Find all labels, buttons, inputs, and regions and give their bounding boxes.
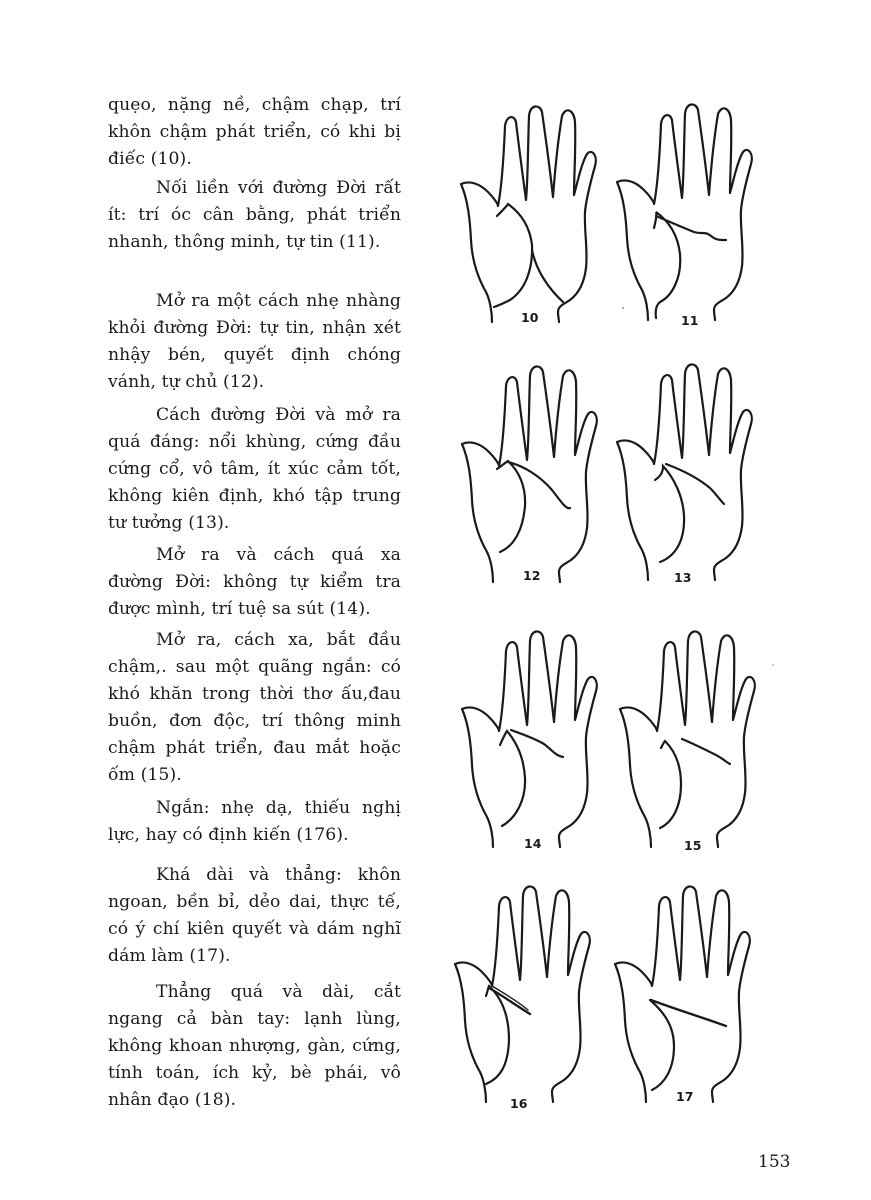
figure-label-10: 10 (521, 310, 539, 325)
figure-label-15: 15 (684, 838, 702, 853)
scan-speck (772, 664, 773, 665)
hand-figure-14 (462, 631, 597, 851)
figure-label-12: 12 (523, 568, 541, 583)
hand-figure-10 (461, 106, 596, 325)
palm-figures (440, 80, 800, 1140)
paragraph-13: Cách đường Đời và mở ra quá đáng: nổi khùng, cứng đầu cứng cổ, vô tâm, ít xúc cảm tốt, không kiên định, khó tập trung tư tưởng (13). (108, 405, 401, 533)
figure-label-17: 17 (676, 1089, 694, 1104)
paragraph-14: Mở ra và cách quá xa đường Đời: không tự kiểm tra được mình, trí tuệ sa sút (14). (108, 545, 401, 619)
paragraph-15: Mở ra, cách xa, bắt đầu chậm,. sau một quãng ngắn: có khó khăn trong thời thơ ấu,đau buồn, đơn độc, trí thông minh chậm phát triển, đau mắt hoặc ốm (15). (108, 630, 401, 785)
figure-label-14: 14 (524, 836, 542, 851)
figure-label-16: 16 (510, 1096, 528, 1111)
paragraph-12: Mở ra một cách nhẹ nhàng khỏi đường Đời: tự tin, nhận xét nhậy bén, quyết định chóng vánh, tự chủ (12). (108, 291, 401, 392)
paragraph-11: Nối liền với đường Đời rất ít: trí óc cân bằng, phát triển nhanh, thông minh, tự tin (11). (108, 178, 401, 252)
paragraph-176: Ngắn: nhẹ dạ, thiếu nghị lực, hay có định kiến (176). (108, 798, 401, 845)
figure-label-13: 13 (674, 570, 692, 585)
scan-speck (622, 307, 624, 309)
hand-figure-15 (620, 631, 755, 853)
hand-figure-13 (617, 364, 752, 585)
paragraph-continuation-10: quẹo, nặng nề, chậm chạp, trí khôn chậm phát triển, có khi bị điếc (10). (108, 95, 401, 169)
figure-label-11: 11 (681, 313, 699, 328)
hand-figure-11 (617, 104, 752, 328)
hand-figure-12 (462, 366, 597, 583)
paragraph-17: Khá dài và thẳng: khôn ngoan, bền bỉ, dẻo dai, thực tế, có ý chí kiên quyết và dám nghĩ dám làm (17). (108, 865, 401, 966)
hand-figure-16 (455, 886, 590, 1111)
page-number: 153 (758, 1152, 791, 1172)
paragraph-18: Thẳng quá và dài, cắt ngang cả bàn tay: lạnh lùng, không khoan nhượng, gàn, cứng, tính toán, ích kỷ, bè phái, vô nhân đạo (18). (108, 982, 401, 1110)
hand-figure-17 (615, 886, 750, 1104)
